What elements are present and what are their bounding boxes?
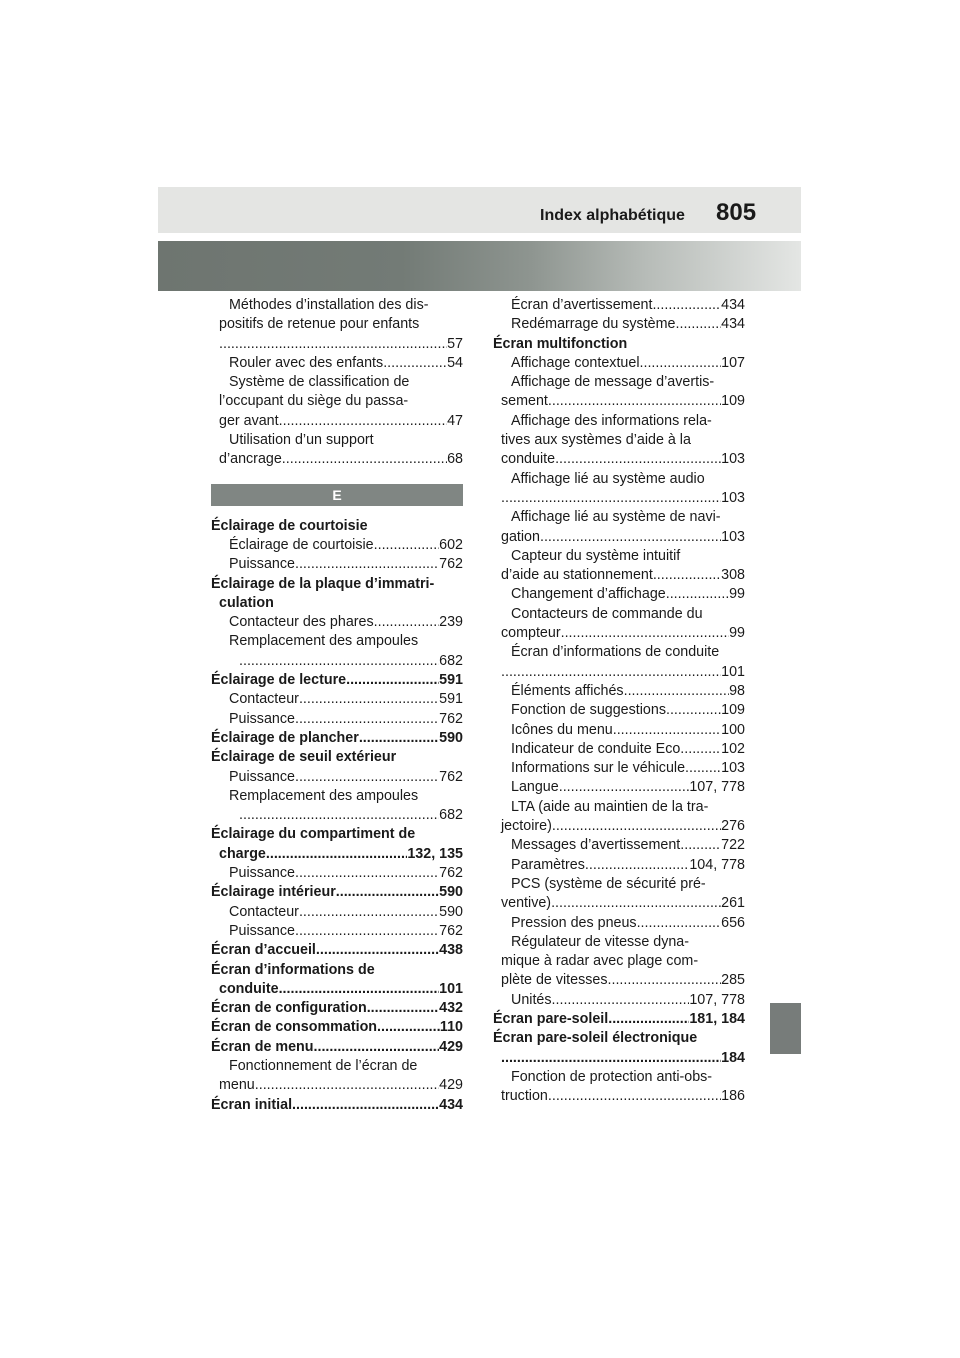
entry-page: 762 (439, 556, 463, 573)
entry-text: Écran d’accueil (211, 942, 316, 959)
entry-text: Unités (511, 991, 552, 1008)
index-heading: Écran multifonction (493, 335, 628, 352)
entry-page: 432 (439, 1000, 463, 1017)
entry-page: 107 (721, 354, 745, 371)
index-heading: Écran pare-soleil électronique (493, 1030, 698, 1047)
entry-page: 109 (721, 393, 745, 410)
entry-page: 762 (439, 922, 463, 939)
index-line: PCS (système de sécurité pré- (511, 875, 706, 892)
entry-text: Pression des pneus (511, 914, 637, 931)
index-entry (493, 450, 745, 469)
index-line: tives aux systèmes d’aide à la (501, 432, 691, 449)
entry-page: 101 (439, 980, 463, 997)
entry-text: ger avant (219, 412, 279, 429)
entry-text: Langue (511, 779, 559, 796)
entry-page: 261 (721, 895, 745, 912)
entry-page: 102 (721, 740, 745, 757)
entry-page: 438 (439, 942, 463, 959)
index-line: positifs de retenue pour enfants (219, 316, 420, 333)
index-line: l’occupant du siège du passa- (219, 393, 409, 410)
index-entry (493, 778, 745, 797)
index-entry (211, 1018, 463, 1037)
entry-page: 762 (439, 865, 463, 882)
entry-text: Puissance (229, 922, 295, 939)
entry-text: Écran pare-soleil (493, 1010, 609, 1027)
entry-page: 99 (729, 625, 745, 642)
entry-text: Rouler avec des enfants (229, 354, 384, 371)
index-entry (493, 991, 745, 1010)
entry-page: 103 (721, 489, 745, 506)
entry-page: 656 (721, 914, 745, 931)
page-title: Index alphabétique (540, 207, 685, 224)
index-entry (493, 1049, 745, 1068)
index-entry (493, 663, 745, 682)
index-entry (493, 489, 745, 508)
index-entry (211, 690, 463, 709)
index-entry (493, 296, 745, 315)
entry-text: Changement d’affichage (511, 586, 666, 603)
section-header-e: E (211, 484, 463, 506)
index-entry (493, 392, 745, 411)
index-heading: culation (219, 594, 274, 611)
entry-text: Informations sur le véhicule (511, 760, 686, 777)
index-entry (493, 740, 745, 759)
index-entry (211, 999, 463, 1018)
index-entry (493, 701, 745, 720)
entry-page: 429 (439, 1038, 463, 1055)
entry-page: 434 (439, 1096, 463, 1113)
entry-page: 285 (721, 972, 745, 989)
entry-text: compteur (501, 625, 561, 642)
index-entry (211, 922, 463, 941)
entry-page: 762 (439, 710, 463, 727)
entry-page: 434 (721, 316, 745, 333)
entry-text: Fonction de suggestions (511, 702, 666, 719)
entry-text: Puissance (229, 768, 295, 785)
entry-page: 107, 778 (689, 779, 745, 796)
index-entry (211, 980, 463, 999)
entry-page: 184 (721, 1049, 745, 1066)
entry-text: d’ancrage (219, 451, 282, 468)
entry-text: conduite (501, 451, 556, 468)
index-entry (493, 1010, 745, 1029)
entry-text: Écran de consommation (211, 1019, 378, 1036)
entry-text: Écran initial (211, 1096, 293, 1113)
entry-text: Indicateur de conduite Eco (511, 740, 681, 757)
index-entry (211, 652, 463, 671)
entry-page: 107, 778 (689, 991, 745, 1008)
index-entry (493, 566, 745, 585)
entry-text: d’aide au stationnement (501, 567, 653, 584)
index-line: Remplacement des ampoules (229, 787, 419, 804)
index-entry (211, 1096, 463, 1115)
entry-text: jectoire) (501, 818, 552, 835)
entry-page: 682 (439, 807, 463, 824)
entry-page: 682 (439, 652, 463, 669)
index-entry (211, 903, 463, 922)
entry-text: conduite (219, 980, 279, 997)
index-heading: Éclairage du compartiment de (211, 826, 416, 843)
index-entry (493, 528, 745, 547)
index-entry (493, 914, 745, 933)
index-column-right (493, 296, 745, 1106)
entry-text: charge (219, 845, 266, 862)
entry-page: 591 (439, 691, 463, 708)
index-entry (211, 536, 463, 555)
entry-page: 109 (721, 702, 745, 719)
page-number: 805 (716, 199, 757, 226)
index-line: Capteur du système intuitif (511, 547, 681, 564)
index-entry (493, 721, 745, 740)
index-entry (211, 1076, 463, 1095)
index-entry (493, 1087, 745, 1106)
header-bar (158, 187, 801, 233)
index-line: Affichage des informations rela- (511, 412, 712, 429)
entry-page: 47 (447, 412, 463, 429)
entry-text: Puissance (229, 865, 295, 882)
entry-text: Écran de menu (211, 1038, 314, 1055)
index-entry (493, 836, 745, 855)
index-entry (493, 624, 745, 643)
entry-page: 239 (439, 614, 463, 631)
index-entry (211, 412, 463, 431)
index-entry (211, 450, 463, 469)
index-entry (211, 768, 463, 787)
decorative-gradient-band (158, 241, 801, 291)
index-entry (211, 555, 463, 574)
entry-text: Icônes du menu (511, 721, 613, 738)
index-entry (211, 883, 463, 902)
side-thumb-tab (770, 1003, 801, 1054)
index-line: Système de classification de (229, 374, 410, 391)
entry-page: 104, 778 (689, 856, 745, 873)
index-entry (211, 845, 463, 864)
entry-text: gation (501, 528, 540, 545)
index-line: Utilisation d’un support (229, 432, 374, 449)
index-line: Fonction de protection anti-obs- (511, 1068, 713, 1085)
entry-page: 68 (447, 451, 463, 468)
index-heading: Éclairage de la plaque d’immatri- (211, 575, 435, 592)
entry-text: Paramètres (511, 856, 585, 873)
entry-page: 57 (447, 335, 463, 352)
index-line: Affichage lié au système audio (511, 470, 705, 487)
entry-page: 103 (721, 760, 745, 777)
entry-page: 590 (439, 903, 463, 920)
entry-page: 132, 135 (407, 845, 463, 862)
entry-page: 101 (721, 663, 745, 680)
entry-text: Écran de configuration (211, 1000, 367, 1017)
entry-page: 591 (439, 672, 463, 689)
entry-page: 99 (729, 586, 745, 603)
index-entry (211, 671, 463, 690)
entry-text: Contacteur des phares (229, 614, 374, 631)
index-entry (493, 682, 745, 701)
index-line: Contacteurs de commande du (511, 605, 703, 622)
entry-page: 181, 184 (689, 1010, 745, 1027)
entry-page: 110 (439, 1019, 463, 1036)
index-line: Méthodes d’installation des dis- (229, 297, 429, 313)
entry-text: Éclairage de courtoisie (229, 536, 374, 553)
entry-page: 434 (721, 297, 745, 313)
entry-text: Affichage contextuel (511, 354, 640, 371)
index-line: Fonctionnement de l’écran de (229, 1057, 418, 1074)
index-line: LTA (aide au maintien de la tra- (511, 798, 709, 815)
index-line: Affichage de message d’avertis- (511, 374, 715, 391)
index-heading: Éclairage de seuil extérieur (211, 749, 397, 766)
entry-text: plète de vitesses (501, 972, 608, 989)
entry-text: menu (219, 1077, 255, 1094)
index-heading: Éclairage de courtoisie (211, 517, 368, 534)
entry-page: 590 (439, 884, 463, 901)
entry-text: Éclairage de lecture (211, 672, 347, 689)
entry-page: 276 (721, 818, 745, 835)
index-entry (493, 971, 745, 990)
entry-text: Contacteur (229, 691, 299, 708)
entry-page: 103 (721, 528, 745, 545)
index-entry (211, 806, 463, 825)
entry-text: Éclairage intérieur (211, 884, 336, 901)
entry-text: Redémarrage du système (511, 316, 676, 333)
index-entry (211, 729, 463, 748)
index-entry (211, 864, 463, 883)
index-entry (493, 894, 745, 913)
index-heading: Écran d’informations de (211, 961, 375, 978)
entry-text: Contacteur (229, 903, 299, 920)
index-line: Affichage lié au système de navi- (511, 509, 721, 526)
entry-text: truction (501, 1088, 548, 1105)
entry-page: 602 (439, 536, 463, 553)
index-line: Remplacement des ampoules (229, 633, 419, 650)
index-entry (211, 710, 463, 729)
index-entry (493, 856, 745, 875)
entry-text: Messages d’avertissement (511, 837, 681, 854)
index-entry (493, 585, 745, 604)
index-entry (211, 613, 463, 632)
entry-page: 722 (721, 837, 745, 854)
entry-page: 98 (729, 682, 745, 699)
index-entry (211, 1038, 463, 1057)
index-entry (211, 335, 463, 354)
index-entry (211, 354, 463, 373)
entry-text: Puissance (229, 710, 295, 727)
index-entry (493, 759, 745, 778)
index-entry (493, 354, 745, 373)
index-column-left (211, 296, 463, 1115)
index-line: mique à radar avec plage com- (501, 953, 699, 970)
entry-text: ventive) (501, 895, 552, 912)
entry-page: 186 (721, 1088, 745, 1105)
entry-text: Éclairage de plancher (211, 729, 359, 746)
entry-text: Éléments affichés (511, 682, 624, 699)
entry-page: 762 (439, 768, 463, 785)
index-line: Écran d’informations de conduite (511, 644, 720, 661)
entry-text: Puissance (229, 556, 295, 573)
index-entry (493, 817, 745, 836)
entry-page: 308 (721, 567, 745, 584)
entry-text: Écran d’avertissement (511, 297, 653, 313)
index-entry (211, 941, 463, 960)
entry-page: 429 (439, 1077, 463, 1094)
entry-text: sement (501, 393, 548, 410)
entry-page: 100 (721, 721, 745, 738)
index-entry (493, 315, 745, 334)
entry-page: 590 (439, 729, 463, 746)
entry-page: 103 (721, 451, 745, 468)
index-line: Régulateur de vitesse dyna- (511, 933, 690, 950)
entry-page: 54 (447, 354, 463, 371)
